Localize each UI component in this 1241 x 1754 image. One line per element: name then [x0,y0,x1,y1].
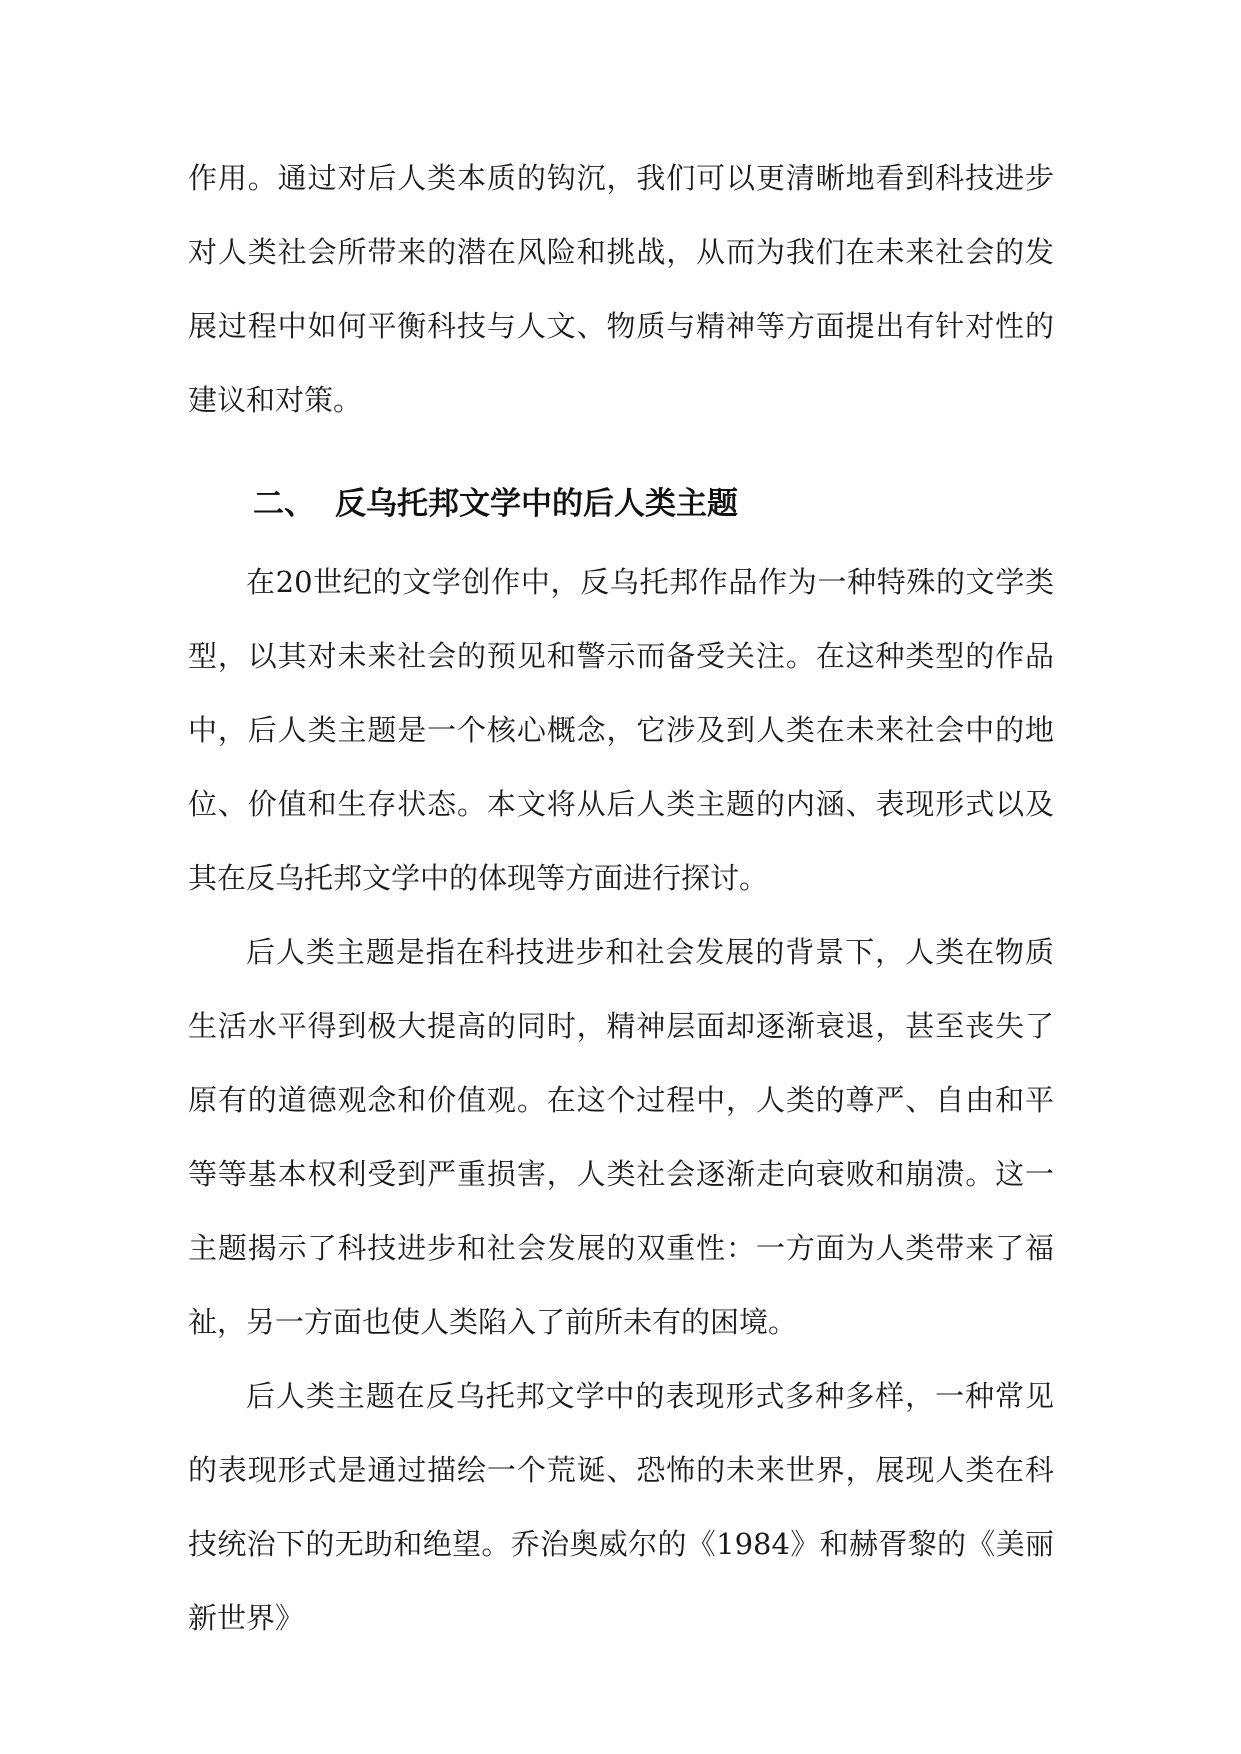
paragraph-1: 在20世纪的文学创作中，反乌托邦作品作为一种特殊的文学类型，以其对未来社会的预见和警示而备受关注。在这种类型的作品中，后人类主题是一个核心概念，它涉及到人类在未来社会中的地位、价值和生存状态。本文将从后人类主题的内涵、表现形式以及其在反乌托邦文学中的体现等方面进行探讨。 [188,565,1054,895]
section-title: 反乌托邦文学中的后人类主题 [335,486,738,522]
paragraph-3: 后人类主题在反乌托邦文学中的表现形式多种多样，一种常见的表现形式是通过描绘一个荒诞、恐怖的未来世界，展现人类在科技统治下的无助和绝望。乔治奥威尔的《1984》和赫胥黎的《美丽新世界》 [188,1379,1054,1635]
document-body [188,141,1054,1655]
section-number: 二、 [253,486,315,522]
paragraph-2: 后人类主题是指在科技进步和社会发展的背景下，人类在物质生活水平得到极大提高的同时，精神层面却逐渐衰退，甚至丧失了原有的道德观念和价值观。在这个过程中，人类的尊严、自由和平等等基本权利受到严重损害，人类社会逐渐走向衰败和崩溃。这一主题揭示了科技进步和社会发展的双重性：一方面为人类带来了福祉，另一方面也使人类陷入了前所未有的困境。 [188,935,1054,1339]
section-heading [188,467,1054,541]
paragraph-continued: 作用。通过对后人类本质的钩沉，我们可以更清晰地看到科技进步对人类社会所带来的潜在风险和挑战，从而为我们在未来社会的发展过程中如何平衡科技与人文、物质与精神等方面提出有针对性的建议和对策。 [188,161,1054,417]
